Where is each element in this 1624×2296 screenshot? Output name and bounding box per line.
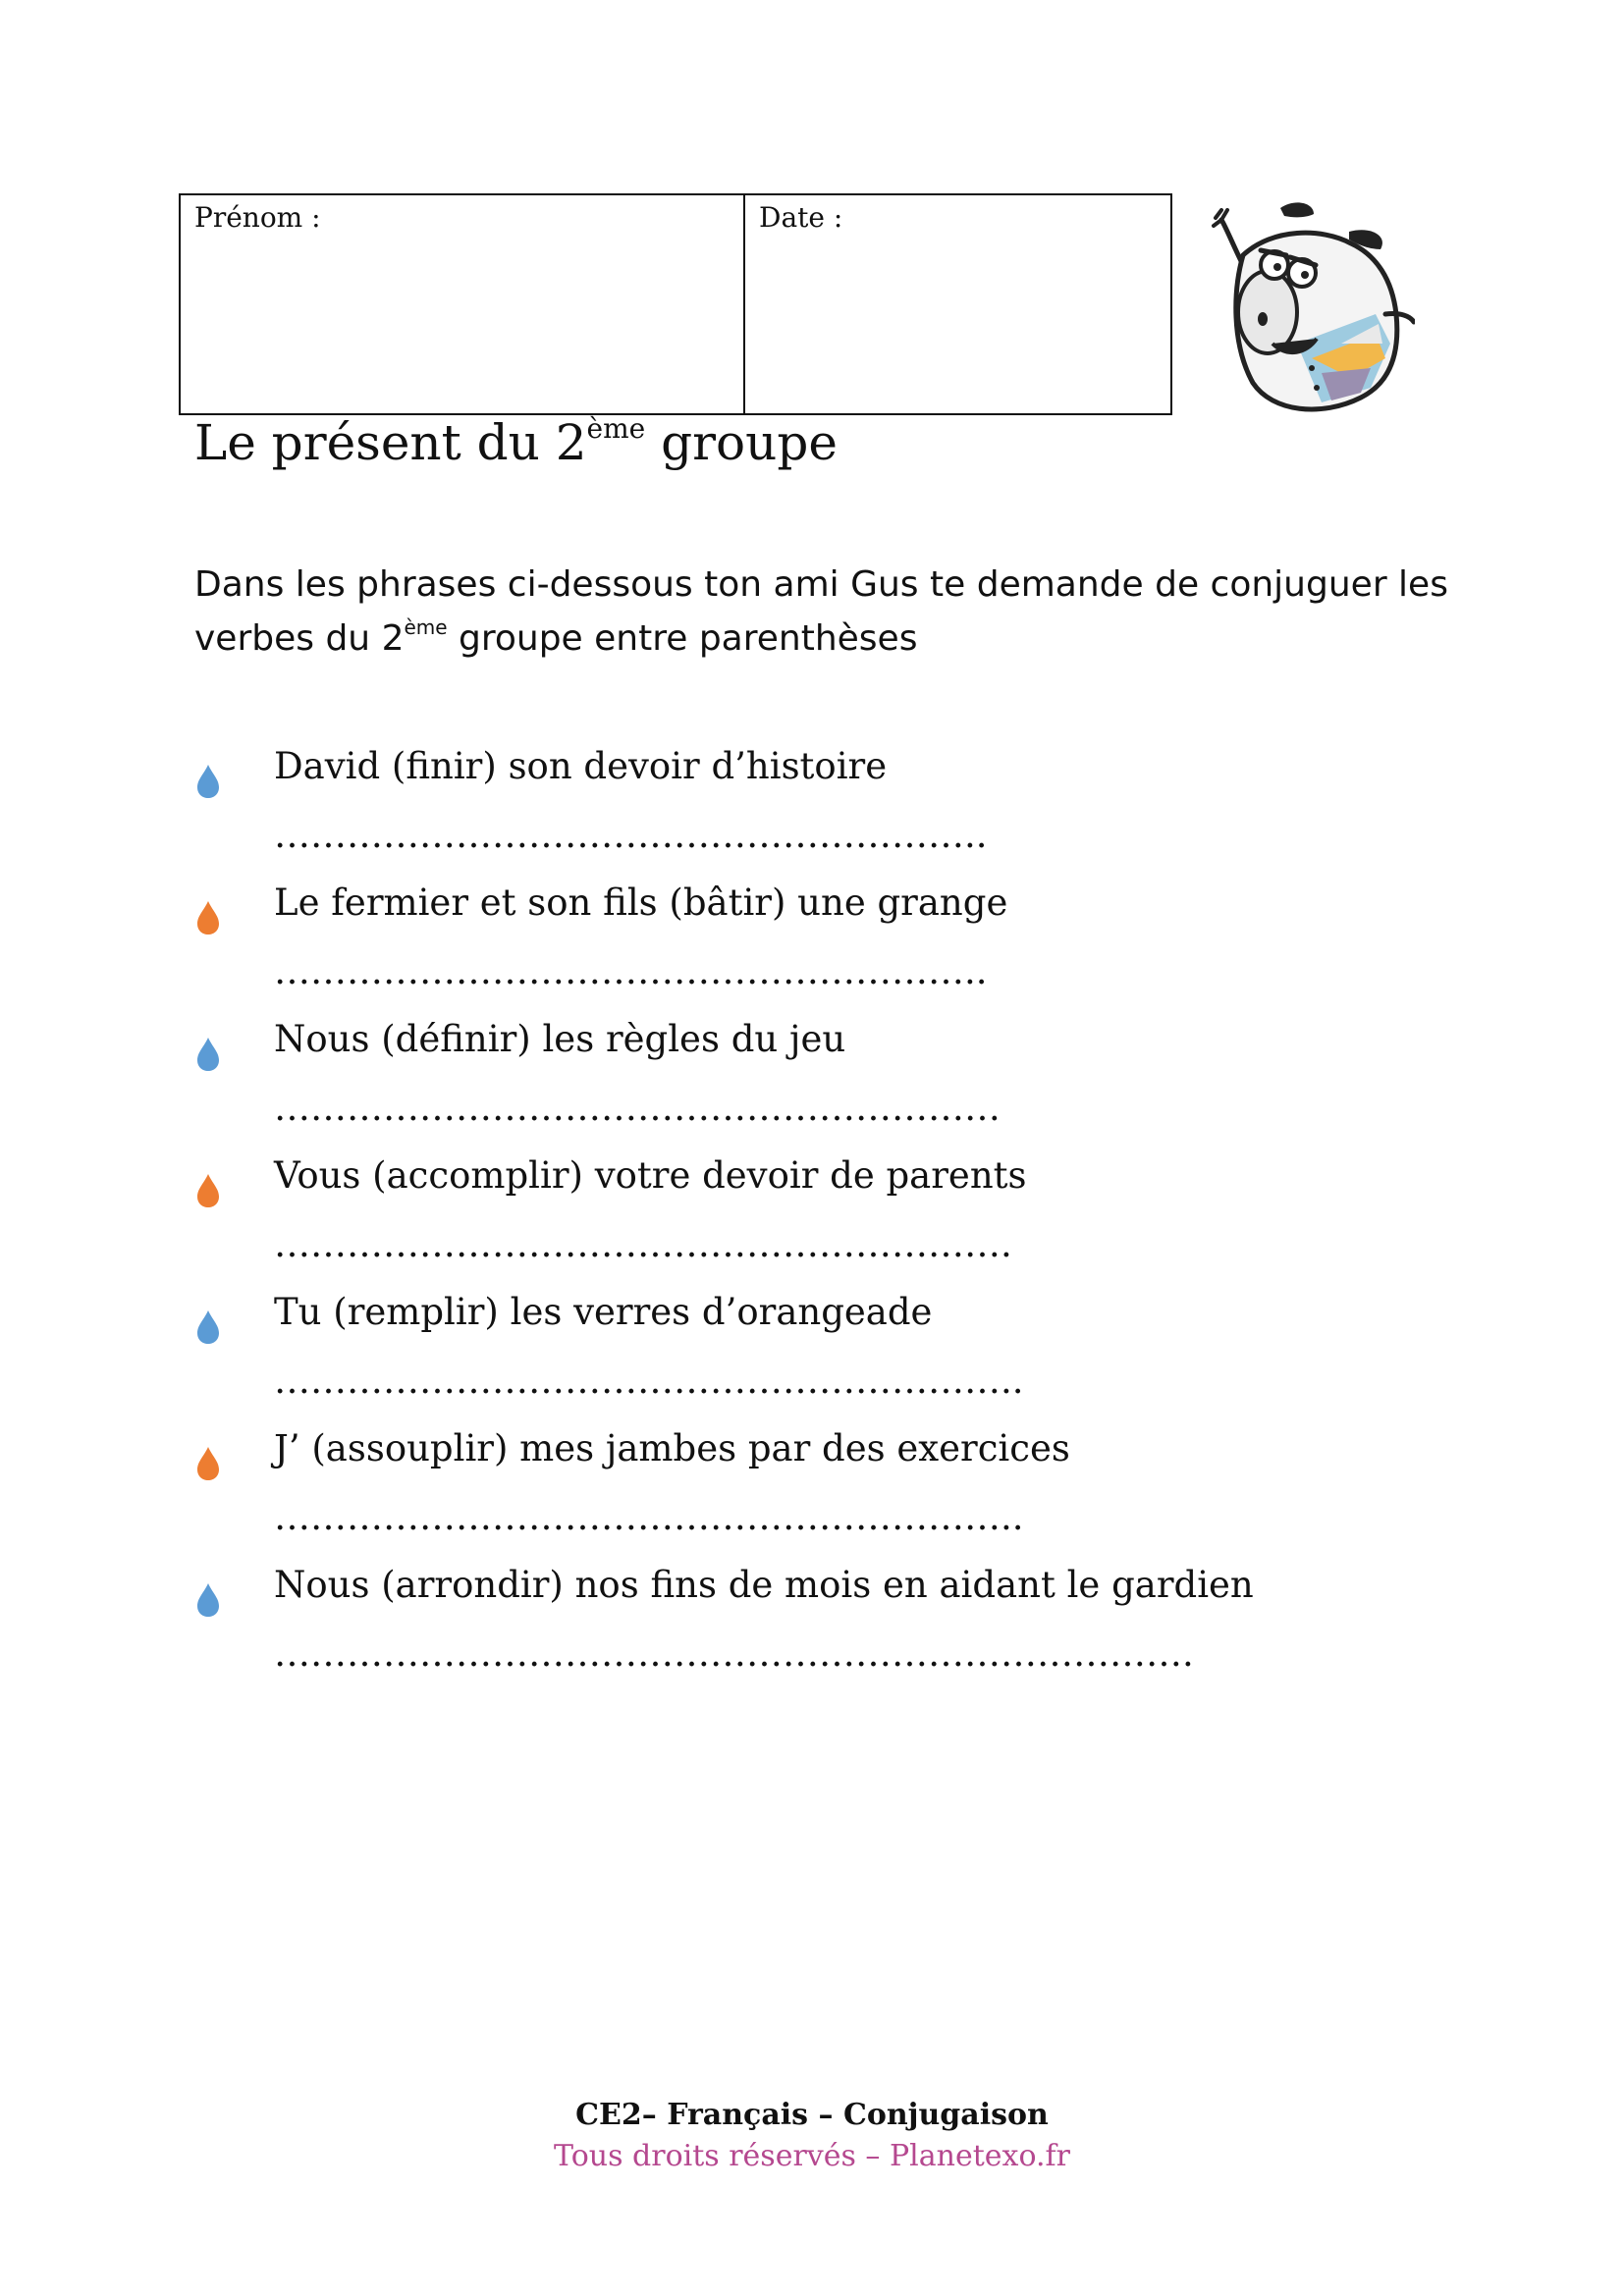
exercise-item xyxy=(0,742,1624,879)
exercise-item xyxy=(0,879,1624,1015)
water-drop-icon xyxy=(194,1446,222,1481)
exercise-item xyxy=(0,1424,1624,1561)
footer-rights: Tous droits réservés – Planetexo.fr xyxy=(554,2139,1070,2173)
water-drop-icon xyxy=(194,1582,222,1618)
page-footer xyxy=(0,2095,1624,2177)
water-drop-icon xyxy=(194,900,222,935)
instruction-line-2-suffix: groupe entre parenthèses xyxy=(447,618,918,659)
instruction-line-1: Dans les phrases ci-dessous ton ami Gus te demande de conjuguer les xyxy=(194,564,1448,605)
answer-line[interactable]: ………………………………………………….. xyxy=(274,814,988,856)
exercise-sentence: Nous (arrondir) nos fins de mois en aidant le gardien xyxy=(274,1564,1254,1606)
water-drop-icon xyxy=(194,1309,222,1345)
exercise-sentence: Le fermier et son fils (bâtir) une grange xyxy=(274,881,1008,924)
exercise-sentence: Tu (remplir) les verres d’orangeade xyxy=(274,1291,933,1333)
footer-course: CE2– Français – Conjugaison xyxy=(575,2098,1049,2132)
exercise-sentence: Vous (accomplir) votre devoir de parents xyxy=(274,1154,1027,1197)
gus-mascot-illustration xyxy=(1204,196,1415,417)
date-field[interactable] xyxy=(745,195,1170,413)
name-label: Prénom : xyxy=(194,201,321,234)
water-drop-icon xyxy=(194,1037,222,1072)
instruction-line-2-superscript: ème xyxy=(404,615,448,639)
exercise-list xyxy=(0,742,1624,1697)
page-title xyxy=(194,414,838,471)
instruction-text xyxy=(194,558,1471,666)
exercise-item xyxy=(0,1151,1624,1288)
exercise-sentence: J’ (assouplir) mes jambes par des exercices xyxy=(274,1427,1070,1469)
student-info-box xyxy=(179,193,1172,415)
title-superscript: ème xyxy=(586,412,646,445)
answer-line[interactable]: …………………………………………………….. xyxy=(274,1360,1024,1402)
answer-line[interactable]: ……………………………………………………. xyxy=(274,1223,1012,1265)
name-field[interactable] xyxy=(181,195,745,413)
exercise-item xyxy=(0,1561,1624,1697)
water-drop-icon xyxy=(194,764,222,799)
exercise-sentence: David (finir) son devoir d’histoire xyxy=(274,745,888,787)
exercise-item xyxy=(0,1288,1624,1424)
instruction-line-2-prefix: verbes du 2 xyxy=(194,618,405,659)
water-drop-icon xyxy=(194,1173,222,1208)
date-label: Date : xyxy=(759,201,843,234)
answer-line[interactable]: …………………………………………………… xyxy=(274,1087,1001,1129)
answer-line[interactable]: ………………………………………………….. xyxy=(274,950,988,992)
title-suffix: groupe xyxy=(645,414,838,471)
exercise-item xyxy=(0,1015,1624,1151)
answer-line[interactable]: …………………………………………………….. xyxy=(274,1496,1024,1538)
title-prefix: Le présent du 2 xyxy=(194,414,587,471)
exercise-sentence: Nous (définir) les règles du jeu xyxy=(274,1018,846,1060)
answer-line[interactable]: …………………………………………………………………. xyxy=(274,1632,1194,1675)
